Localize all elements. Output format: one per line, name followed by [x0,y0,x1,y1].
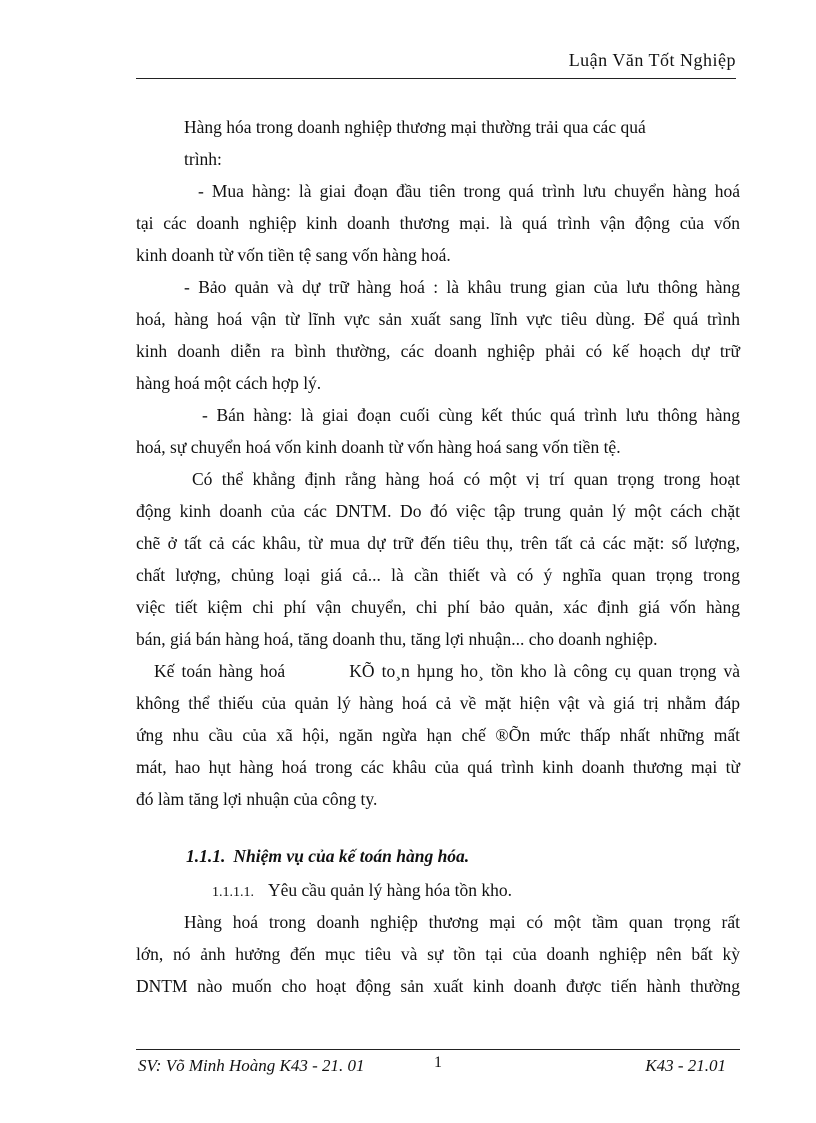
text-line: đó làm tăng lợi nhuận của công ty. [136,789,378,809]
section-heading-number: 1.1.1. [186,846,226,866]
text-line: không thể thiếu của quản lý hàng hoá cả về mặt hiện vật và giá trị nhằm đáp [136,693,740,713]
subsection-heading [212,880,512,901]
text-line: hàng hoá một cách hợp lý. [136,373,322,393]
text-line: DNTM nào muốn cho hoạt động sản xuất kinh doanh được tiến hành thường [136,976,740,996]
section-heading [186,846,469,867]
text-line: việc tiết kiệm chi phí vận chuyển, chi phí bảo quản, xác định giá vốn hàng [136,597,740,617]
subsection-heading-text: Yêu cầu quản lý hàng hóa tồn kho. [268,880,512,900]
footer-rule [136,1049,740,1050]
body-text-block-1 [136,111,740,815]
text-line: lớn, nó ảnh hưởng đến mục tiêu và sự tồn tại của doanh nghiệp nên bất kỳ [136,944,740,964]
header-rule [136,78,736,79]
text-line: kinh doanh từ vốn tiền tệ sang vốn hàng hoá. [136,245,451,265]
text-line: - Bảo quản và dự trữ hàng hoá : là khâu trung gian của lưu thông hàng [184,277,740,297]
section-heading-text: Nhiệm vụ của kế toán hàng hóa. [233,846,470,866]
text-line: chất lượng, chủng loại giá cả... là cần thiết và có ý nghĩa quan trọng trong [136,565,740,585]
text-line: Hàng hoá trong doanh nghiệp thương mại có một tầm quan trọng rất [184,912,740,932]
text-line: - Mua hàng: là giai đoạn đầu tiên trong quá trình lưu chuyển hàng hoá [198,181,740,201]
page-number: 1 [434,1054,442,1071]
subsection-heading-number: 1.1.1.1. [212,885,254,900]
text-line: ứng nhu cầu của xã hội, ngăn ngừa hạn chế ®Õn mức thấp nhất những mất [136,725,740,745]
footer-class-code: K43 - 21.01 [645,1056,726,1075]
footer-student-info: SV: Võ Minh Hoàng K43 - 21. 01 [138,1056,365,1075]
text-line: động kinh doanh của các DNTM. Do đó việc tập trung quản lý một cách chặt [136,501,740,521]
text-line: hoá, sự chuyển hoá vốn kinh doanh từ vốn hàng hoá sang vốn tiền tệ. [136,437,621,457]
text-line: trình: [184,149,222,169]
body-text-block-2 [136,906,740,1002]
text-line: Kế toán hàng hoá KÕ to¸n hµng ho¸ tồn kho là công cụ quan trọng và [154,661,740,681]
text-line: mát, hao hụt hàng hoá trong các khâu của quá trình kinh doanh thương mại từ [136,757,740,777]
text-line: kinh doanh diễn ra bình thường, các doanh nghiệp phải có kế hoạch dự trữ [136,341,740,361]
text-line: Có thể khẳng định rằng hàng hoá có một vị trí quan trọng trong hoạt [192,469,740,489]
text-line: - Bán hàng: là giai đoạn cuối cùng kết thúc quá trình lưu thông hàng [202,405,740,425]
text-line: hoá, hàng hoá vận từ lĩnh vực sản xuất sang lĩnh vực tiêu dùng. Để quá trình [136,309,740,329]
text-line: tại các doanh nghiệp kinh doanh thương mại. là quá trình vận động của vốn [136,213,740,233]
text-line: bán, giá bán hàng hoá, tăng doanh thu, tăng lợi nhuận... cho doanh nghiệp. [136,629,658,649]
header-title: Luận Văn Tốt Nghiệp [568,50,736,70]
text-line: chẽ ở tất cả các khâu, từ mua dự trữ đến tiêu thụ, trên tất cả các mặt: số lượng, [136,533,740,553]
text-line: Hàng hóa trong doanh nghiệp thương mại thường trải qua các quá [184,117,646,137]
